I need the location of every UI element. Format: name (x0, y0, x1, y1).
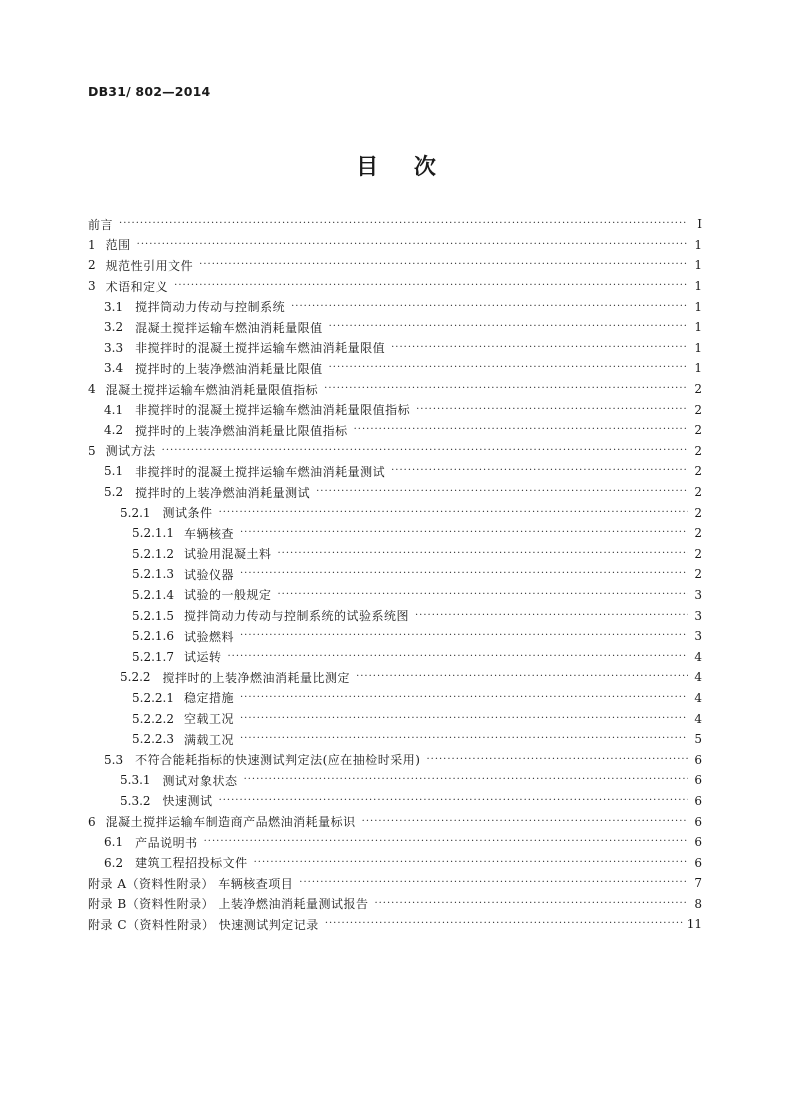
toc-entry-page: 6 (694, 855, 702, 870)
toc-entry-number: 5.2.1.6 (132, 629, 174, 644)
dot-leader (174, 280, 688, 292)
dot-leader (415, 610, 688, 622)
toc-entry[interactable] (88, 235, 702, 256)
toc-entry-label: 混凝土搅拌运输车燃油消耗量限值 (135, 320, 323, 335)
toc-entry-number: 5.2.2.2 (132, 711, 174, 726)
dot-leader (354, 424, 688, 436)
dot-leader (278, 548, 689, 560)
toc-entry-page: 1 (694, 279, 702, 294)
toc-entry-page: 2 (694, 464, 702, 479)
toc-entry[interactable] (88, 358, 702, 379)
toc-entry-number: 5.2.1.5 (132, 608, 174, 623)
toc-entry-label: 试验燃料 (183, 629, 234, 644)
toc-entry-page: 1 (694, 299, 702, 314)
toc-entry-page: 4 (694, 690, 702, 705)
toc-entry-label: 不符合能耗指标的快速测试判定法(应在抽检时采用) (135, 753, 421, 768)
dot-leader (219, 795, 688, 807)
dot-leader (374, 898, 688, 910)
toc-entry-number: 3 (88, 279, 96, 294)
toc-entry-page: 2 (694, 443, 702, 458)
toc-entry[interactable] (88, 811, 702, 832)
toc-entry-label: 测试对象状态 (162, 773, 238, 788)
toc-entry-number: 5.3.2 (120, 793, 151, 808)
toc-entry-label: 附录 C（资料性附录） 快速测试判定记录 (88, 917, 319, 932)
toc-entry[interactable] (88, 791, 702, 812)
document-code: DB31/ 802—2014 (88, 84, 211, 99)
toc-entry-number: 6.1 (104, 835, 124, 850)
toc-entry-label: 搅拌筒动力传动与控制系统的试验系统图 (183, 609, 409, 624)
toc-entry-number: 6.2 (104, 855, 124, 870)
toc-entry-page: 6 (694, 752, 702, 767)
toc-entry-label: 产品说明书 (135, 835, 198, 850)
toc-entry-label: 试运转 (183, 650, 222, 665)
toc-entry-page: 8 (694, 896, 702, 911)
toc-entry[interactable] (88, 729, 702, 750)
toc-entry-label: 搅拌时的上装净燃油消耗量比测定 (162, 670, 351, 685)
toc-entry-page: 6 (694, 814, 702, 829)
toc-entry[interactable] (88, 832, 702, 853)
toc-entry-page: 5 (694, 732, 702, 747)
dot-leader (240, 527, 688, 539)
dot-leader (162, 445, 688, 457)
toc-entry-page: 2 (694, 485, 702, 500)
toc-entry-number: 2 (88, 258, 96, 273)
toc-entry-label: 建筑工程招投标文件 (135, 856, 248, 871)
dot-leader (119, 218, 688, 230)
toc-entry-number: 4 (88, 382, 96, 397)
toc-entry-label: 混凝土搅拌运输车制造商产品燃油消耗量标识 (105, 815, 356, 830)
toc-entry-label: 术语和定义 (105, 279, 169, 294)
toc-entry-number: 5.2.1.2 (132, 546, 174, 561)
toc-entry[interactable] (88, 626, 702, 647)
toc-entry-number: 5.2 (104, 485, 124, 500)
dot-leader (240, 630, 688, 642)
toc-entry-page: 11 (686, 917, 702, 932)
toc-entry-page: 6 (694, 773, 702, 788)
dot-leader (329, 321, 688, 333)
toc-entry-number: 5.2.1 (120, 505, 151, 520)
toc-entry-page: 1 (694, 340, 702, 355)
page-title: 目 次 (356, 155, 436, 180)
dot-leader (391, 342, 688, 354)
toc-entry[interactable] (88, 214, 702, 235)
toc-entry-number: 5 (88, 443, 96, 458)
toc-entry-page: 2 (694, 382, 702, 397)
toc-entry-page: 1 (694, 258, 702, 273)
toc-entry[interactable] (88, 564, 702, 585)
dot-leader (291, 301, 688, 313)
dot-leader (416, 404, 688, 416)
toc-entry-label: 满载工况 (183, 732, 234, 747)
toc-entry[interactable] (88, 296, 702, 317)
toc-entry-page: 2 (694, 423, 702, 438)
toc-entry[interactable] (88, 646, 702, 667)
dot-leader (391, 465, 688, 477)
toc-entry-number: 5.2.1.3 (132, 567, 174, 582)
toc-entry-page: 6 (694, 835, 702, 850)
toc-entry-label: 非搅拌时的混凝土搅拌运输车燃油消耗量测试 (135, 464, 386, 479)
toc-entry-number: 3.4 (104, 361, 124, 376)
toc-entry-label: 规范性引用文件 (105, 258, 194, 273)
dot-leader (240, 568, 688, 580)
toc-entry[interactable] (88, 441, 702, 462)
toc-entry[interactable] (88, 667, 702, 688)
dot-leader (325, 918, 683, 930)
toc-entry-label: 搅拌时的上装净燃油消耗量比限值指标 (135, 423, 348, 438)
toc-entry[interactable] (88, 708, 702, 729)
toc-entry-page: 1 (694, 361, 702, 376)
dot-leader (254, 857, 688, 869)
dot-leader (219, 507, 688, 519)
toc-entry[interactable] (88, 914, 702, 935)
dot-leader (426, 754, 688, 766)
toc-entry-page: 4 (694, 670, 702, 685)
toc-entry-label: 稳定措施 (183, 691, 234, 706)
toc-entry-number: 5.2.2.3 (132, 732, 174, 747)
toc-entry[interactable] (88, 852, 702, 873)
toc-entry[interactable] (88, 585, 702, 606)
dot-leader (240, 713, 688, 725)
toc-entry[interactable] (88, 461, 702, 482)
toc-entry-page: 2 (694, 546, 702, 561)
dot-leader (137, 239, 688, 251)
toc-entry[interactable] (88, 523, 702, 544)
toc-entry-page: 2 (694, 526, 702, 541)
toc-entry-label: 搅拌筒动力传动与控制系统 (135, 300, 286, 315)
dot-leader (240, 733, 688, 745)
toc-entry-number: 3.2 (104, 320, 124, 335)
toc-entry-label: 测试方法 (105, 444, 156, 459)
toc-entry-label: 附录 B（资料性附录） 上装净燃油消耗量测试报告 (88, 897, 369, 912)
toc-entry-label: 范围 (105, 238, 131, 253)
dot-leader (240, 692, 688, 704)
toc-entry-label: 试验仪器 (183, 567, 234, 582)
toc-entry[interactable] (88, 605, 702, 626)
toc-entry[interactable] (88, 399, 702, 420)
dot-leader (278, 589, 689, 601)
toc-entry-label: 附录 A（资料性附录） 车辆核查项目 (88, 876, 294, 891)
toc-entry-label: 试验用混凝土料 (183, 547, 272, 562)
toc-entry-page: 2 (694, 505, 702, 520)
toc-entry-label: 前言 (88, 217, 114, 232)
toc-entry-number: 5.2.1.1 (132, 526, 174, 541)
toc-entry[interactable] (88, 688, 702, 709)
toc-entry[interactable] (88, 420, 702, 441)
toc-entry-page: I (697, 217, 702, 232)
toc-entry-page: 4 (694, 711, 702, 726)
toc-entry-number: 5.2.2 (120, 670, 151, 685)
toc-entry-page: 1 (694, 237, 702, 252)
toc-entry-number: 4.1 (104, 402, 124, 417)
toc-entry-page: 2 (694, 567, 702, 582)
toc-entry[interactable] (88, 502, 702, 523)
toc-entry-number: 5.2.2.1 (132, 690, 174, 705)
toc-entry[interactable] (88, 894, 702, 915)
toc-entry-number: 6 (88, 814, 96, 829)
toc-entry-number: 5.1 (104, 464, 124, 479)
toc-entry-number: 5.3.1 (120, 773, 151, 788)
dot-leader (299, 877, 688, 889)
toc-entry[interactable] (88, 255, 702, 276)
toc-entry-label: 搅拌时的上装净燃油消耗量测试 (135, 485, 311, 500)
toc-entry-label: 混凝土搅拌运输车燃油消耗量限值指标 (105, 382, 319, 397)
toc-entry-label: 试验的一般规定 (183, 588, 272, 603)
toc-entry[interactable] (88, 873, 702, 894)
dot-leader (316, 486, 688, 498)
toc-entry-label: 非搅拌时的混凝土搅拌运输车燃油消耗量限值 (135, 341, 386, 356)
toc-entry[interactable] (88, 276, 702, 297)
toc-entry[interactable] (88, 379, 702, 400)
toc-entry-page: 3 (694, 608, 702, 623)
dot-leader (204, 836, 688, 848)
dot-leader (199, 259, 688, 271)
dot-leader (362, 816, 688, 828)
toc-entry-number: 4.2 (104, 423, 124, 438)
toc-entry-label: 快速测试 (162, 794, 213, 809)
toc-entry-page: 2 (694, 402, 702, 417)
toc-entry-number: 3.3 (104, 340, 124, 355)
toc-entry-label: 车辆核查 (183, 526, 234, 541)
toc-entry[interactable] (88, 482, 702, 503)
toc-entry-number: 5.3 (104, 752, 124, 767)
dot-leader (356, 671, 688, 683)
toc-entry-number: 1 (88, 237, 96, 252)
toc-entry-label: 空载工况 (183, 712, 234, 727)
toc-entry-page: 1 (694, 320, 702, 335)
toc-entry-page: 4 (694, 649, 702, 664)
toc-entry[interactable] (88, 749, 702, 770)
toc-entry-page: 3 (694, 587, 702, 602)
toc-entry[interactable] (88, 317, 702, 338)
toc-entry-number: 5.2.1.4 (132, 587, 174, 602)
toc-entry[interactable] (88, 338, 702, 359)
toc-entry-label: 搅拌时的上装净燃油消耗量比限值 (135, 361, 323, 376)
dot-leader (228, 651, 689, 663)
toc-entry-number: 3.1 (104, 299, 124, 314)
toc-entry-label: 测试条件 (162, 506, 213, 521)
dot-leader (324, 383, 688, 395)
dot-leader (329, 362, 688, 374)
toc-entry-page: 3 (694, 629, 702, 644)
table-of-contents (88, 214, 702, 935)
toc-entry-page: 7 (694, 876, 702, 891)
toc-entry[interactable] (88, 544, 702, 565)
dot-leader (244, 774, 688, 786)
toc-entry-page: 6 (694, 793, 702, 808)
toc-entry-label: 非搅拌时的混凝土搅拌运输车燃油消耗量限值指标 (135, 403, 411, 418)
toc-entry[interactable] (88, 770, 702, 791)
toc-entry-number: 5.2.1.7 (132, 649, 174, 664)
